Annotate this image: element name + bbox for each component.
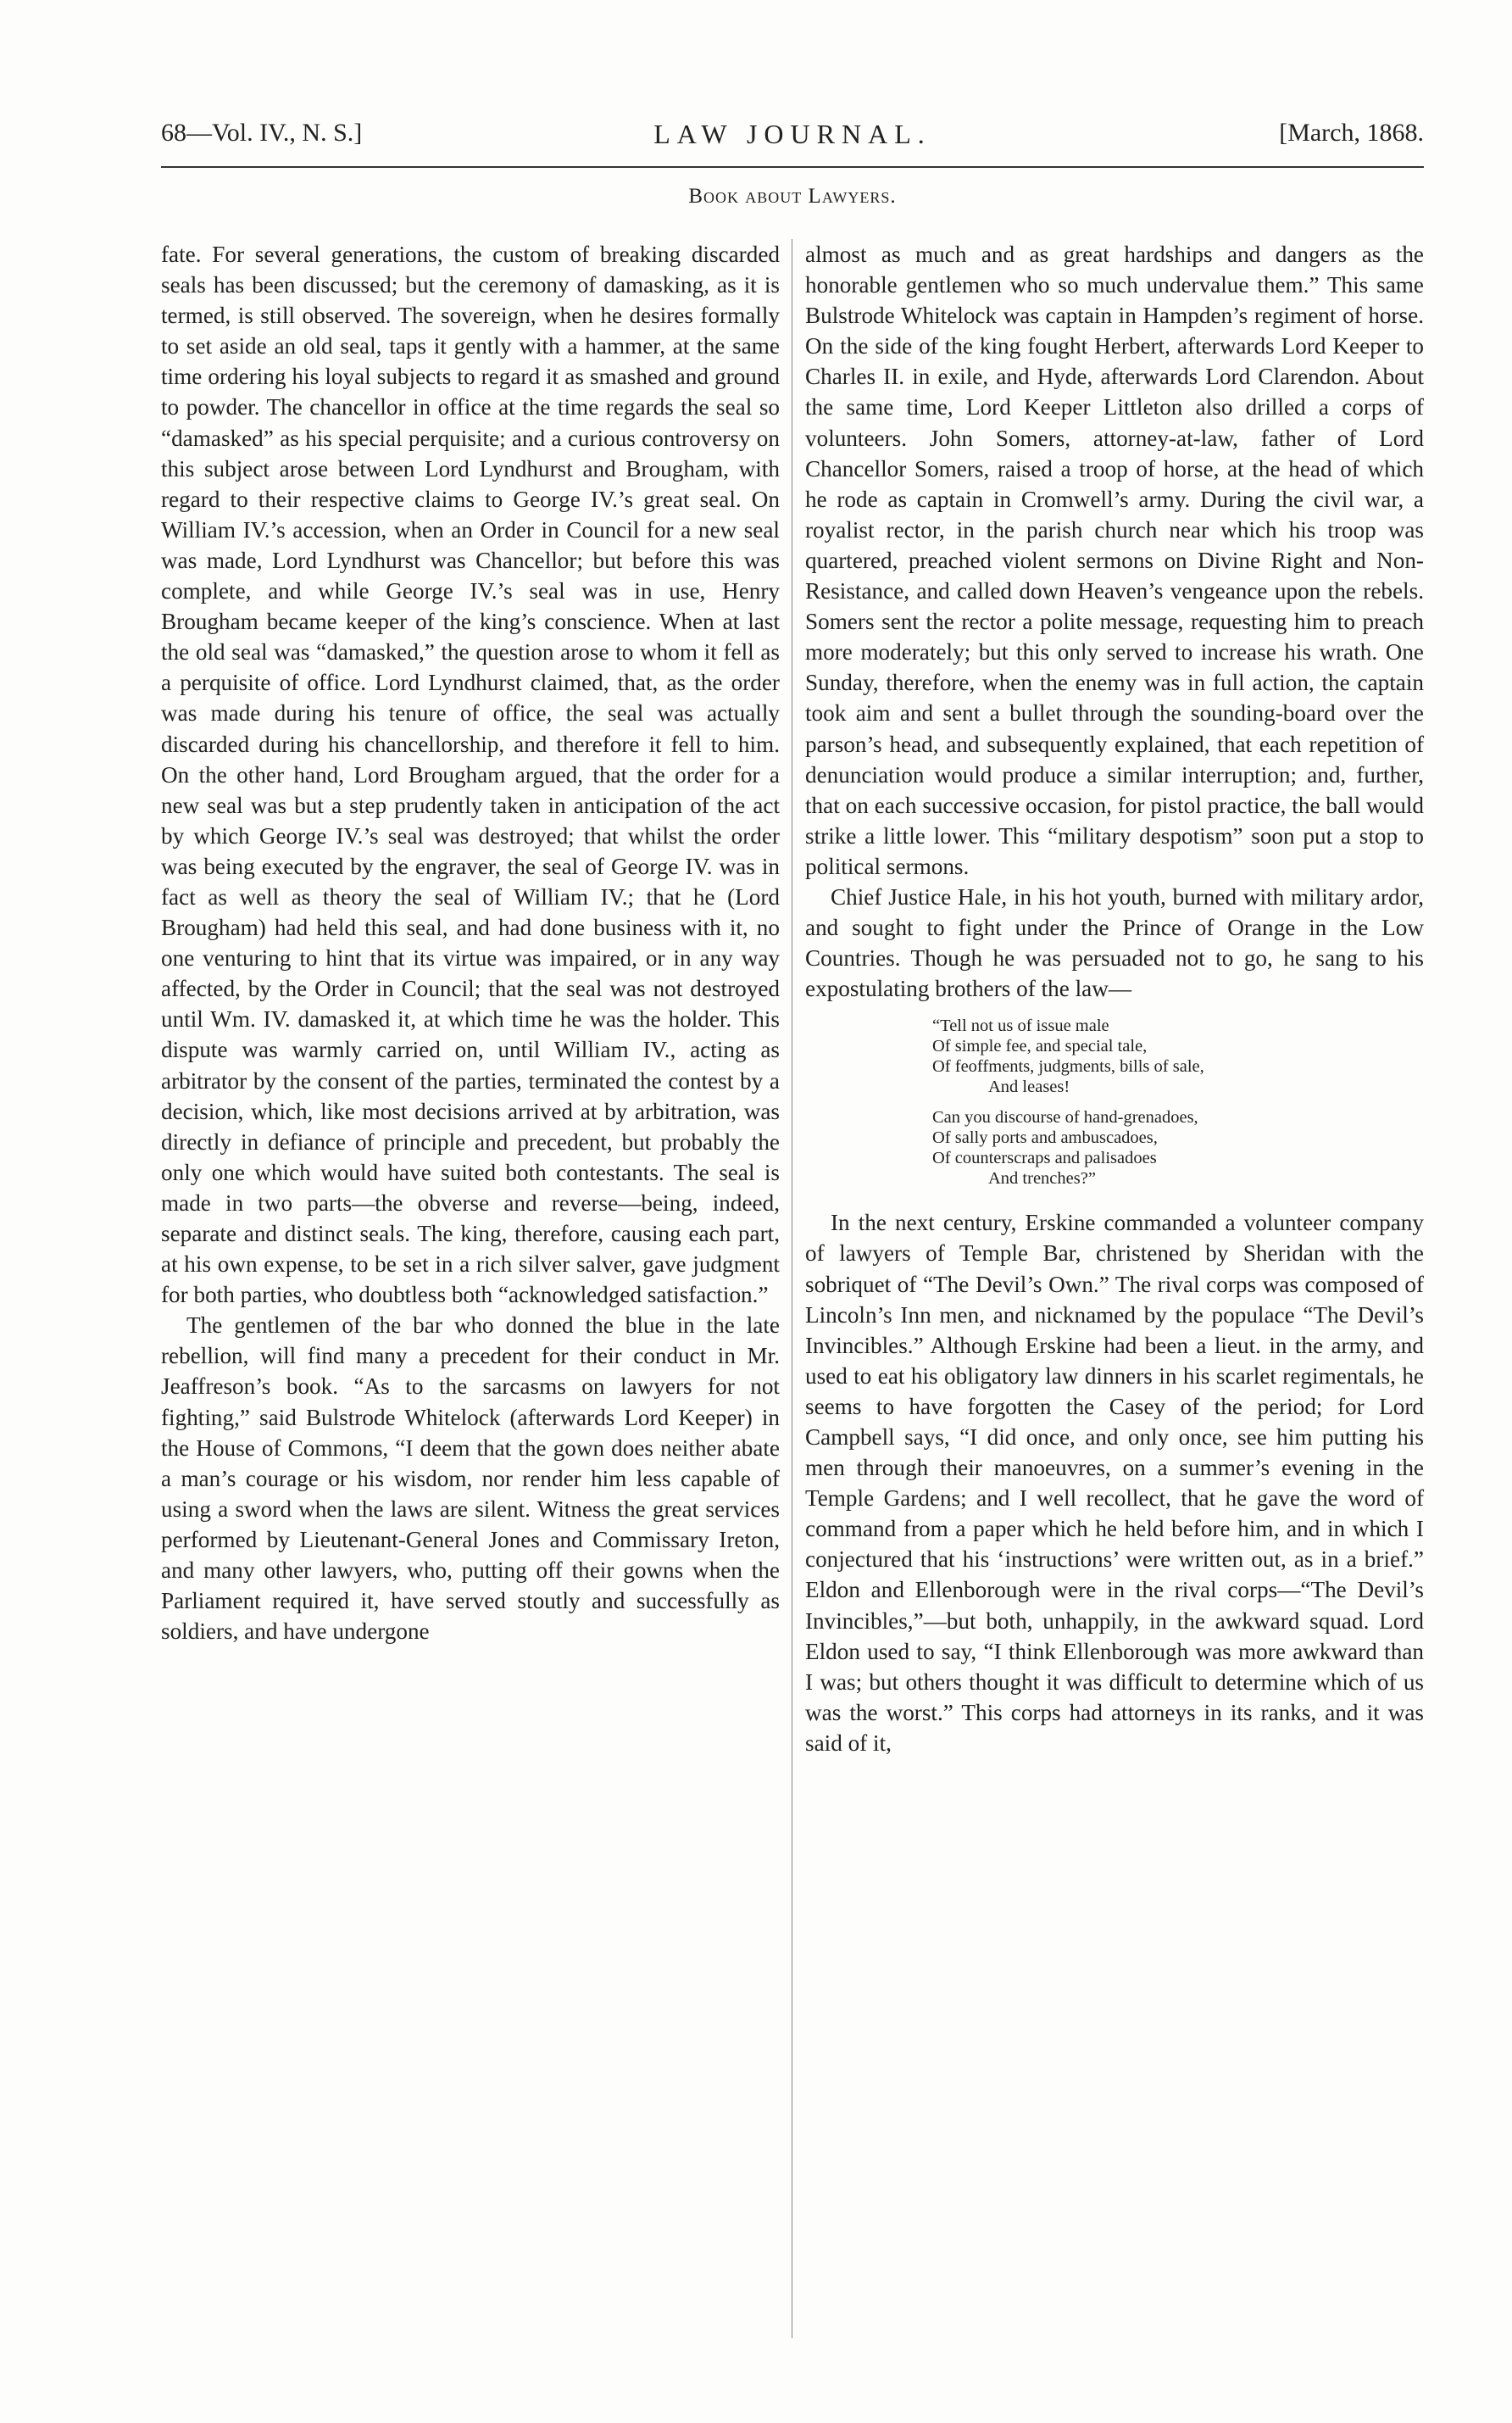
verse-line: Of feoffments, judgments, bills of sale, (932, 1057, 1204, 1077)
paragraph-hardships: almost as much and as great hardships and dangers as the honorable gentlemen who so much undervalue them.” This same Bulstrode Whitelock was captain in Hampden’s regiment of horse. On the side of the king fought Herbert, afterwards Lord Keeper to Charles II. in exile, and Hyde, afterwards Lord Clarendon. About the same time, Lord Keeper Littleton also drilled a corps of volunteers. John Somers, attorney-at-law, father of Lord Chancellor Somers, raised a troop of horse, at the head of which he rode as captain in Cromwell’s army. During the civil war, a royalist rector, in the parish church near which his troop was quartered, preached violent sermons on Divine Right and Non-Resistance, and called down Heaven’s vengeance upon the rebels. Somers sent the rector a polite message, requesting him to preach more moderately; but this only served to increase his wrath. One Sunday, therefore, when the enemy was in full action, the captain took aim and sent a bullet through the sounding-board over the parson’s head, and subsequently explained, that each repetition of denunciation would produce a similar interruption; and, further, that on each successive occasion, for pistol practice, the ball would strike a little lower. This “military despotism” soon put a stop to political sermons. (805, 242, 1424, 879)
verse-line: “Tell not us of issue male (932, 1017, 1109, 1036)
verse-quotation (932, 1016, 1424, 1189)
page-volume-reference: 68—Vol. IV., N. S.] (161, 119, 363, 147)
verse-line: Of counterscraps and palisadoes (932, 1149, 1157, 1168)
verse-stanza-1 (932, 1016, 1424, 1097)
verse-line: And trenches?” (988, 1169, 1096, 1189)
left-column (161, 239, 780, 1646)
running-head (161, 119, 1424, 161)
paragraph-chief-justice-hale: Chief Justice Hale, in his hot youth, burned with military ardor, and sought to fight under the Prince of Orange in the Low Countries. Though he was persuaded not to go, he sang to his expostulating brothers of the law— (805, 883, 1424, 1002)
verse-stanza-2 (932, 1107, 1424, 1189)
header-rule (161, 166, 1424, 168)
issue-date: [March, 1868. (1279, 119, 1424, 147)
verse-line: And leases! (988, 1078, 1070, 1097)
verse-line: Of simple fee, and special tale, (932, 1037, 1148, 1056)
paragraph-erskine: In the next century, Erskine commanded a volunteer company of lawyers of Temple Bar, christened by Sheridan with the sobriquet of “The Devil’s Own.” The rival corps was composed of Lincoln’s Inn men, and nicknamed by the populace “The Devil’s Invincibles.” Although Erskine had been a lieut. in the army, and used to eat his obligatory law dinners in his scarlet regimentals, he seems to have forgotten the Casey of the period; for Lord Campbell says, “I did once, and only once, see him putting his men through their manoeuvres, on a summer’s evening in the Temple Gardens; and I well recollect, that he gave the word of command from a paper which he held before him, and in which I conjectured that his ‘instructions’ were written out, as in a brief.” Eldon and Ellenborough were in the rival corps—“The Devil’s Invincibles,”—but both, unhappily, in the awkward squad. Lord Eldon used to say, “I think Ellenborough was more awkward than I was; but others thought it was difficult to determine which of us was the worst.” This corps had attorneys in its ranks, and it was said of it, (805, 1210, 1424, 1756)
paragraph-damasking: fate. For several generations, the custom of breaking discarded seals has been discussed; but the ceremony of damasking, as it is termed, is still observed. The sovereign, when he desires formally to set aside an old seal, taps it gently with a hammer, at the same time ordering his loyal subjects to regard it as smashed and ground to powder. The chancellor in office at the time regards the seal so “damasked” as his special perquisite; and a curious controversy on this subject arose between Lord Lyndhurst and Brougham, with regard to their respective claims to George IV.’s great seal. On William IV.’s accession, when an Order in Council for a new seal was made, Lord Lyndhurst was Chancellor; but before this was complete, and while George IV.’s seal was in use, Henry Brougham became keeper of the king’s conscience. When at last the old seal was “damasked,” the question arose to whom it fell as a perquisite of office. Lord Lyndhurst claimed, that, as the order was made during his tenure of office, the seal was actually discarded during his chancellorship, and therefore it fell to him. On the other hand, Lord Brougham argued, that the order for a new seal was but a step prudently taken in anticipation of the act by which George IV.’s seal was destroyed; that whilst the order was being executed by the engraver, the seal of George IV. was in fact as well as theory the seal of William IV.; that he (Lord Brougham) had held this seal, and had done business with it, no one venturing to hint that its virtue was impaired, or in any way affected, by the Order in Council; that the seal was not destroyed until Wm. IV. damasked it, at which time he was the holder. This dispute was warmly carried on, until William IV., acting as arbitrator by the consent of the parties, terminated the contest by a decision, which, like most decisions arrived at by arbitration, was directly in defiance of principle and precedent, but probably the only one which would have suited both contestants. The seal is made in two parts—the obverse and reverse—being, indeed, separate and distinct seals. The king, therefore, causing each part, at his own expense, to be set in a rich silver salver, gave judgment for both parties, who doubtless both “acknowledged satisfaction.” (161, 242, 780, 1308)
paragraph-gentlemen-of-bar: The gentlemen of the bar who donned the blue in the late rebellion, will find many a precedent for their conduct in Mr. Jeaffreson’s book. “As to the sarcasms on lawyers for not fighting,” said Bulstrode Whitelock (afterwards Lord Keeper) in the House of Commons, “I deem that the gown does neither abate a man’s courage or his wisdom, nor render him less capable of using a sword when the laws are silent. Witness the great services performed by Lieutenant-General Jones and Commissary Ireton, and many other lawyers, who, putting off their gowns when the Parliament required it, have served stoutly and successfully as soldiers, and have undergone (161, 1312, 780, 1645)
section-title: Book about Lawyers. (688, 185, 897, 208)
verse-line: Can you discourse of hand-grenadoes, (932, 1108, 1198, 1128)
right-column (805, 239, 1424, 1758)
verse-line: Of sally ports and ambuscadoes, (932, 1128, 1158, 1148)
journal-title: LAW JOURNAL. (653, 119, 931, 149)
